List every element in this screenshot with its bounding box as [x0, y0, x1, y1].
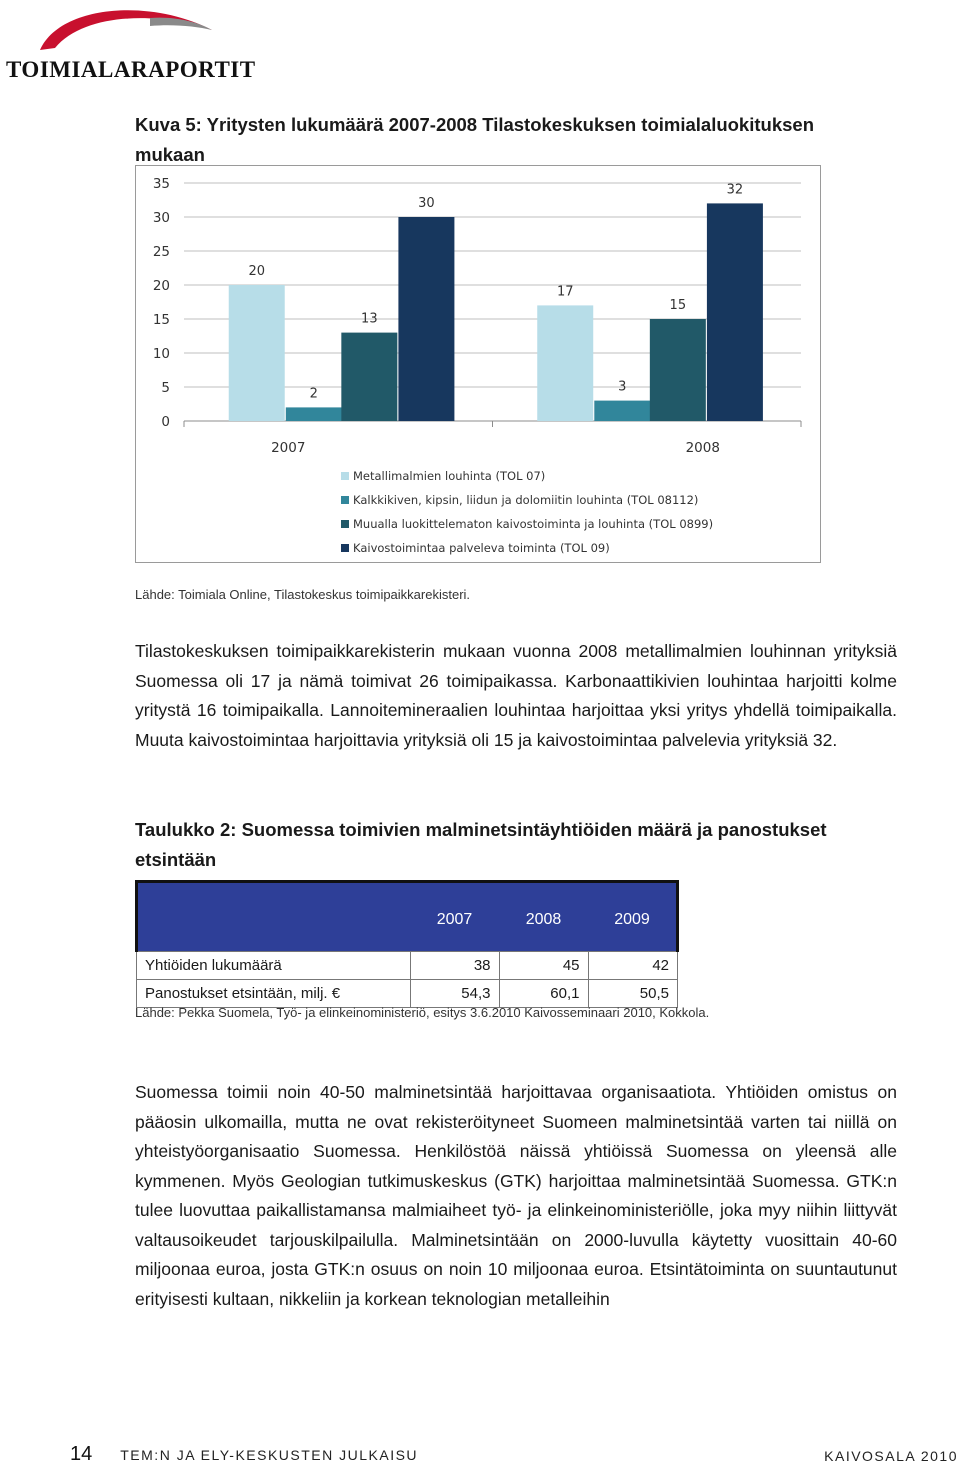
- x-tick-label: 2007: [271, 440, 306, 456]
- table-cell: 54,3: [410, 980, 499, 1008]
- table-header-cell: 2007: [410, 882, 499, 952]
- legend-swatch: [341, 544, 349, 552]
- data-label: 17: [556, 284, 574, 300]
- y-tick-label: 15: [152, 312, 170, 328]
- bar: [286, 407, 342, 421]
- body-paragraph-2: Suomessa toimii noin 40-50 malminetsintää harjoittavaa organisaatiota. Yhtiöiden omistus on pääosin ulkomailla, mutta ne ovat rekisteröityneet Suomeen malminetsintää varten tai niillä on yhteistyöorganisaatio Suomessa. Henkilöstöä näissä yhtiöissä Suomessa on yleensä alle kymmenen. Myös Geologian tutkimuskeskus (GTK) harjoittaa malminetsintää Suomessa. GTK:n tulee luovuttaa paikallistamansa malmiaiheet työ- ja elinkeinoministeriölle, joka myy niihin liittyvät valtausoikeudet tarjouskilpailulla. Malminetsintään on 2000-luvulla käytetty vuosittain 40-60 miljoonaa euroa, josta GTK:n osuus on noin 10 miljoonaa euroa. Etsintätoiminta on suuntautunut erityisesti kultaan, nikkeliin ja korkean teknologian metalleihin: [135, 1082, 897, 1309]
- figure-title: Kuva 5: Yritysten lukumäärä 2007-2008 Tilastokeskuksen toimialaluokituksen mukaan: [135, 114, 814, 165]
- table-source: Lähde: Pekka Suomela, Työ- ja elinkeinoministeriö, esitys 3.6.2010 Kaivosseminaari 2010, Kokkola.: [135, 1005, 710, 1020]
- footer-left: [70, 1443, 418, 1466]
- table-cell: Panostukset etsintään, milj. €: [137, 980, 411, 1008]
- table-cell: 60,1: [499, 980, 588, 1008]
- y-tick-label: 0: [161, 414, 170, 430]
- logo-swoosh-icon: [0, 0, 240, 60]
- logo: [0, 0, 256, 90]
- legend-item: [341, 488, 713, 512]
- table-cell: 45: [499, 952, 588, 980]
- legend-item: [341, 464, 713, 488]
- body-paragraph-1: Tilastokeskuksen toimipaikkarekisterin mukaan vuonna 2008 metallimalmien louhinnan yrityksiä Suomessa oli 17 ja nämä toimivat 26 toimipaikassa. Karbonaattikivien louhintaa harjoitti kolme yritystä 16 toimipaikalla. Lannoitemineraalien louhintaa harjoittaa yksi yritys yhdellä toimipaikalla. Muuta kaivostoimintaa harjoittavia yrityksiä oli 15 ja kaivostoimintaa palvelevia yrityksiä 32.: [135, 641, 897, 750]
- data-label: 15: [669, 298, 687, 313]
- y-tick-label: 35: [152, 176, 170, 192]
- logo-text: TOIMIALARAPORTIT: [6, 57, 256, 82]
- table-cell: Yhtiöiden lukumäärä: [137, 952, 411, 980]
- data-label: 13: [361, 311, 378, 327]
- table-header-cell: [137, 882, 411, 952]
- legend-label: Metallimalmien louhinta (TOL 07): [353, 469, 546, 483]
- y-tick-label: 5: [161, 380, 170, 396]
- data-label: 30: [418, 196, 435, 211]
- y-tick-label: 20: [152, 278, 170, 294]
- y-tick-label: 30: [152, 210, 170, 226]
- table-cell: 42: [588, 952, 678, 980]
- y-tick-label: 10: [152, 346, 170, 362]
- data-label: 3: [618, 379, 627, 395]
- bar: [398, 217, 454, 421]
- table-header-cell: 2009: [588, 882, 678, 952]
- table-row: [137, 980, 678, 1008]
- bar: [341, 333, 397, 421]
- legend-swatch: [341, 472, 349, 480]
- legend-label: Kaivostoimintaa palveleva toiminta (TOL 09): [353, 541, 610, 555]
- publication-series: KAIVOSALA 2010: [824, 1448, 958, 1464]
- data-label: 20: [248, 264, 266, 279]
- table-cell: 50,5: [588, 980, 678, 1008]
- chart-legend: [341, 464, 713, 560]
- table-title: Taulukko 2: Suomessa toimivien malminetsintäyhtiöiden määrä ja panostukset etsintään: [135, 819, 827, 870]
- legend-swatch: [341, 496, 349, 504]
- table-cell: 38: [410, 952, 499, 980]
- exploration-table: [135, 880, 679, 1008]
- figure-source: Lähde: Toimiala Online, Tilastokeskus toimipaikkarekisteri.: [135, 587, 471, 602]
- data-label: 2: [309, 386, 318, 402]
- bar-chart: [135, 165, 821, 563]
- table-row: [137, 952, 678, 980]
- legend-item: [341, 536, 713, 560]
- bar: [650, 319, 706, 421]
- bar: [229, 285, 285, 421]
- x-tick-label: 2008: [685, 440, 720, 456]
- bar: [537, 305, 593, 421]
- bar: [707, 203, 763, 421]
- bar: [594, 401, 650, 421]
- data-label: 32: [726, 182, 744, 198]
- publication-name: TEM:N JA ELY-KESKUSTEN JULKAISU: [120, 1447, 419, 1463]
- legend-swatch: [341, 520, 349, 528]
- table-header-cell: 2008: [499, 882, 588, 952]
- page-number: 14: [70, 1443, 93, 1465]
- y-tick-label: 25: [152, 244, 170, 260]
- legend-item: [341, 512, 713, 536]
- legend-label: Kalkkikiven, kipsin, liidun ja dolomiitin louhinta (TOL 08112): [353, 493, 699, 507]
- legend-label: Muualla luokittelematon kaivostoiminta ja louhinta (TOL 0899): [353, 517, 714, 531]
- table-header-row: [137, 882, 678, 952]
